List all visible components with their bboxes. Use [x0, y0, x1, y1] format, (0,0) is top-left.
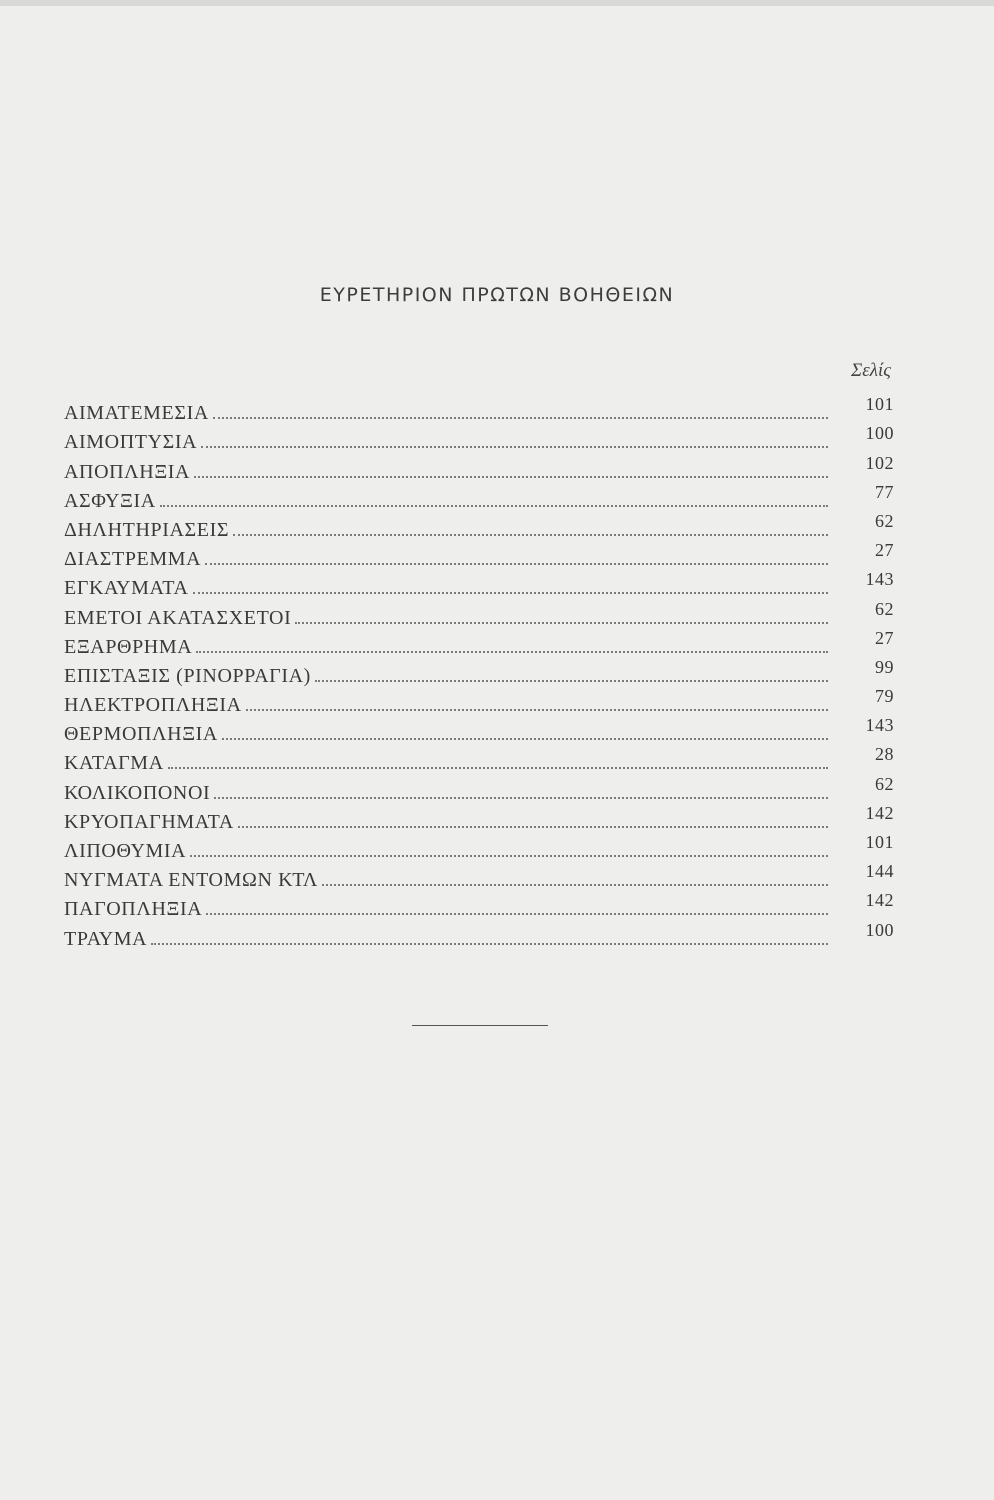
dot-leader [238, 826, 828, 828]
entry-page-number: 142 [865, 802, 894, 823]
index-entry [64, 746, 894, 775]
dot-leader [315, 680, 828, 682]
entry-page-number: 143 [865, 715, 894, 736]
dot-leader [168, 767, 828, 769]
dot-leader [190, 855, 828, 857]
dot-leader [322, 884, 828, 886]
entry-label: ΕΠΙΣΤΑΞΙΣ (ΡΙΝΟΡΡΑΓΙΑ) [64, 664, 311, 687]
entry-label: ΚΑΤΑΓΜΑ [64, 752, 164, 775]
entry-label: ΝΥΓΜΑΤΑ ΕΝΤΟΜΩΝ ΚΤΛ [64, 869, 319, 892]
entry-page-number: 144 [865, 861, 894, 882]
entry-page-number: 100 [865, 423, 894, 444]
entry-page-number: 27 [875, 627, 894, 648]
page-top-edge [0, 0, 994, 6]
closing-divider-rule [412, 1025, 548, 1026]
index-entry [64, 775, 894, 804]
index-entry [64, 425, 894, 454]
entry-label: ΛΙΠΟΘΥΜΙΑ [64, 840, 187, 862]
index-entry [64, 688, 894, 717]
entry-label: ΑΣΦΥΞΙΑ [64, 489, 156, 512]
entry-label: ΘΕΡΜΟΠΛΗΞΙΑ [64, 723, 218, 746]
entry-page-number: 27 [875, 540, 894, 561]
entry-label: ΔΗΛΗΤΗΡΙΑΣΕΙΣ [64, 518, 230, 541]
entry-label: ΚΡΥΟΠΑΓΗΜΑΤΑ [64, 810, 234, 833]
index-entry [64, 717, 894, 746]
entry-label: ΕΞΑΡΘΡΗΜΑ [64, 635, 193, 658]
index-entry [64, 892, 894, 921]
entry-label: ΠΑΓΟΠΛΗΞΙΑ [64, 898, 203, 921]
index-entry [64, 802, 894, 834]
entry-label: ΑΙΜΑΤΕΜΕΣΙΑ [64, 402, 209, 425]
dot-leader [222, 738, 828, 740]
index-entry [64, 600, 894, 629]
entry-label: ΕΜΕΤΟΙ ΑΚΑΤΑΣΧΕΤΟΙ [64, 606, 292, 629]
entry-page-number: 62 [875, 510, 894, 531]
dot-leader [206, 913, 828, 915]
index-entry [64, 834, 894, 863]
dot-leader [151, 943, 828, 945]
index-entry [64, 863, 894, 892]
index-entry [64, 571, 894, 600]
entry-page-number: 143 [865, 569, 894, 590]
entry-page-number: 62 [875, 773, 894, 794]
dot-leader [193, 592, 828, 594]
entry-label: ΚΟΛΙΚΟΠΟΝΟΙ [64, 781, 211, 804]
index-entry [64, 454, 894, 483]
index-entry [64, 481, 894, 513]
entry-page-number: 62 [875, 598, 894, 619]
index-entries-list [64, 396, 894, 951]
entry-label: ΑΠΟΠΛΗΞΙΑ [64, 460, 191, 483]
index-entry [64, 542, 894, 571]
entry-page-number: 100 [865, 919, 894, 940]
entry-label: ΗΛΕΚΤΡΟΠΛΗΞΙΑ [64, 694, 242, 717]
entry-label: ΔΙΑΣΤΡΕΜΜΑ [64, 548, 202, 571]
dot-leader [194, 476, 828, 478]
dot-leader [213, 417, 828, 419]
entry-page-number: 102 [865, 452, 894, 473]
dot-leader [205, 563, 828, 565]
entry-label: ΤΡΑΥΜΑ [64, 927, 148, 950]
page-column-header: Σελίς [851, 360, 891, 381]
index-entry [64, 921, 894, 950]
entry-page-number: 101 [865, 832, 894, 852]
dot-leader [246, 709, 828, 711]
dot-leader [201, 446, 828, 448]
dot-leader [214, 797, 828, 799]
index-entry [64, 656, 894, 688]
entry-label: ΑΙΜΟΠΤΥΣΙΑ [64, 431, 198, 454]
index-entry [64, 627, 894, 659]
dot-leader [196, 651, 828, 653]
index-entry [64, 396, 894, 425]
entry-page-number: 99 [875, 656, 894, 677]
entry-page-number: 142 [865, 890, 894, 911]
entry-page-number: 77 [875, 481, 894, 502]
dot-leader [233, 534, 828, 536]
entry-label: ΕΓΚΑΥΜΑΤΑ [64, 577, 189, 600]
entry-page-number: 28 [875, 744, 894, 765]
index-entry [64, 510, 894, 542]
dot-leader [160, 505, 828, 507]
entry-page-number: 79 [875, 686, 894, 707]
dot-leader [295, 622, 828, 624]
entry-page-number: 101 [865, 394, 894, 415]
index-title: ΕΥΡΕΤΗΡΙΟΝ ΠΡΩΤΩΝ ΒΟΗΘΕΙΩΝ [319, 284, 675, 306]
